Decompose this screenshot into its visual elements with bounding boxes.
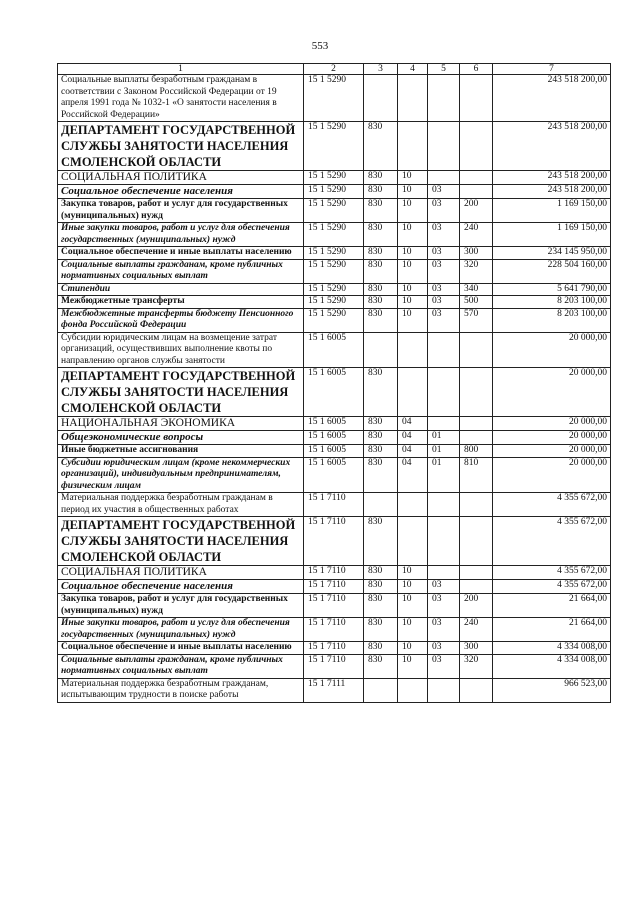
table-row [58,678,611,702]
name-cell: Иные закупки товаров, работ и услуг для обеспечения государственных (муниципальных) нужд [58,618,304,642]
target-article-cell: 15 1 6005 [304,332,364,368]
target-article-cell: 15 1 7110 [304,580,364,594]
ministry-cell: 830 [364,654,398,678]
amount-cell: 243 518 200,00 [493,122,611,171]
target-article-cell: 15 1 7110 [304,517,364,566]
target-article-cell: 15 1 5290 [304,247,364,260]
amount-cell: 228 504 160,00 [493,259,611,283]
subsection-cell: 03 [428,654,460,678]
target-article-cell: 15 1 6005 [304,445,364,458]
expense-type-cell [460,185,493,199]
section-cell [398,493,428,517]
target-article-cell: 15 1 7110 [304,642,364,655]
amount-cell: 8 203 100,00 [493,296,611,309]
expense-type-cell: 240 [460,618,493,642]
subsection-cell: 03 [428,259,460,283]
table-row [58,580,611,594]
amount-cell: 243 518 200,00 [493,75,611,122]
expense-type-cell [460,431,493,445]
header-cell: 4 [398,64,428,75]
amount-cell: 4 355 672,00 [493,517,611,566]
name-cell: Субсидии юридическим лицам на возмещение затрат организаций, осуществивших выполнение квоты по направлению органов службы занятости [58,332,304,368]
name-cell: ДЕПАРТАМЕНТ ГОСУДАРСТВЕННОЙ СЛУЖБЫ ЗАНЯТОСТИ НАСЕЛЕНИЯ СМОЛЕНСКОЙ ОБЛАСТИ [58,122,304,171]
section-cell: 04 [398,457,428,493]
subsection-cell: 01 [428,431,460,445]
target-article-cell: 15 1 6005 [304,368,364,417]
subsection-cell: 01 [428,457,460,493]
subsection-cell: 03 [428,642,460,655]
section-cell: 04 [398,417,428,431]
name-cell: Социальное обеспечение населения [58,185,304,199]
amount-cell: 4 355 672,00 [493,566,611,580]
ministry-cell: 830 [364,580,398,594]
target-article-cell: 15 1 5290 [304,308,364,332]
subsection-cell: 03 [428,185,460,199]
expense-type-cell [460,580,493,594]
name-cell: Стипендии [58,283,304,296]
name-cell: Социальное обеспечение и иные выплаты населению [58,642,304,655]
name-cell: Закупка товаров, работ и услуг для государственных (муниципальных) нужд [58,594,304,618]
name-cell: Материальная поддержка безработным гражданам, испытывающим трудности в поиске работы [58,678,304,702]
expense-type-cell [460,417,493,431]
amount-cell: 20 000,00 [493,445,611,458]
ministry-cell: 830 [364,445,398,458]
target-article-cell: 15 1 6005 [304,457,364,493]
table-row [58,259,611,283]
subsection-cell: 03 [428,296,460,309]
ministry-cell: 830 [364,296,398,309]
ministry-cell: 830 [364,247,398,260]
ministry-cell: 830 [364,368,398,417]
table-row [58,122,611,171]
subsection-cell: 01 [428,445,460,458]
table-row [58,566,611,580]
target-article-cell: 15 1 7110 [304,493,364,517]
section-cell: 10 [398,223,428,247]
amount-cell: 4 334 008,00 [493,642,611,655]
expense-type-cell [460,75,493,122]
ministry-cell: 830 [364,308,398,332]
subsection-cell: 03 [428,283,460,296]
target-article-cell: 15 1 5290 [304,259,364,283]
amount-cell: 4 355 672,00 [493,493,611,517]
amount-cell: 234 145 950,00 [493,247,611,260]
budget-table [57,63,611,703]
ministry-cell: 830 [364,223,398,247]
subsection-cell [428,75,460,122]
table-row [58,296,611,309]
section-cell: 10 [398,308,428,332]
expense-type-cell: 340 [460,283,493,296]
expense-type-cell: 240 [460,223,493,247]
expense-type-cell [460,122,493,171]
name-cell: Социальное обеспечение и иные выплаты населению [58,247,304,260]
header-cell: 7 [493,64,611,75]
section-cell: 10 [398,171,428,185]
name-cell: НАЦИОНАЛЬНАЯ ЭКОНОМИКА [58,417,304,431]
target-article-cell: 15 1 6005 [304,417,364,431]
expense-type-cell: 320 [460,259,493,283]
subsection-cell: 03 [428,594,460,618]
table-row [58,332,611,368]
target-article-cell: 15 1 5290 [304,75,364,122]
amount-cell: 20 000,00 [493,332,611,368]
name-cell: ДЕПАРТАМЕНТ ГОСУДАРСТВЕННОЙ СЛУЖБЫ ЗАНЯТОСТИ НАСЕЛЕНИЯ СМОЛЕНСКОЙ ОБЛАСТИ [58,517,304,566]
ministry-cell: 830 [364,122,398,171]
table-row [58,247,611,260]
table-row [58,75,611,122]
subsection-cell [428,368,460,417]
ministry-cell: 830 [364,199,398,223]
ministry-cell: 830 [364,283,398,296]
amount-cell: 243 518 200,00 [493,171,611,185]
ministry-cell: 830 [364,171,398,185]
ministry-cell: 830 [364,457,398,493]
table-row [58,171,611,185]
section-cell: 10 [398,654,428,678]
subsection-cell: 03 [428,308,460,332]
ministry-cell: 830 [364,642,398,655]
section-cell: 04 [398,431,428,445]
amount-cell: 21 664,00 [493,594,611,618]
table-row [58,308,611,332]
section-cell: 10 [398,199,428,223]
expense-type-cell: 570 [460,308,493,332]
section-cell: 10 [398,618,428,642]
expense-type-cell [460,678,493,702]
expense-type-cell [460,566,493,580]
name-cell: Социальное обеспечение населения [58,580,304,594]
table-row [58,618,611,642]
section-cell [398,368,428,417]
name-cell: Социальные выплаты безработным гражданам в соответствии с Законом Российской Федерации от 19 апреля 1991 года № 1032-1 «О занятости населения в Российской Федерации» [58,75,304,122]
name-cell: ДЕПАРТАМЕНТ ГОСУДАРСТВЕННОЙ СЛУЖБЫ ЗАНЯТОСТИ НАСЕЛЕНИЯ СМОЛЕНСКОЙ ОБЛАСТИ [58,368,304,417]
expense-type-cell [460,517,493,566]
section-cell: 10 [398,642,428,655]
target-article-cell: 15 1 7110 [304,566,364,580]
target-article-cell: 15 1 5290 [304,296,364,309]
section-cell: 10 [398,259,428,283]
subsection-cell [428,417,460,431]
amount-cell: 1 169 150,00 [493,199,611,223]
table-row [58,431,611,445]
target-article-cell: 15 1 7111 [304,678,364,702]
section-cell [398,517,428,566]
amount-cell: 1 169 150,00 [493,223,611,247]
subsection-cell [428,332,460,368]
subsection-cell [428,678,460,702]
table-row [58,283,611,296]
target-article-cell: 15 1 5290 [304,199,364,223]
ministry-cell [364,493,398,517]
section-cell: 10 [398,594,428,618]
table-row [58,654,611,678]
name-cell: Межбюджетные трансферты [58,296,304,309]
subsection-cell [428,171,460,185]
table-row [58,199,611,223]
table-body [58,64,611,703]
header-cell: 3 [364,64,398,75]
subsection-cell [428,517,460,566]
subsection-cell: 03 [428,223,460,247]
expense-type-cell [460,368,493,417]
expense-type-cell: 800 [460,445,493,458]
amount-cell: 20 000,00 [493,368,611,417]
subsection-cell [428,122,460,171]
target-article-cell: 15 1 7110 [304,594,364,618]
section-cell [398,75,428,122]
header-cell: 5 [428,64,460,75]
table-row [58,445,611,458]
table-row [58,457,611,493]
subsection-cell: 03 [428,247,460,260]
amount-cell: 20 000,00 [493,457,611,493]
amount-cell: 966 523,00 [493,678,611,702]
subsection-cell: 03 [428,618,460,642]
expense-type-cell [460,332,493,368]
table-row [58,642,611,655]
amount-cell: 4 355 672,00 [493,580,611,594]
expense-type-cell: 320 [460,654,493,678]
table-row [58,493,611,517]
section-cell [398,122,428,171]
expense-type-cell: 810 [460,457,493,493]
amount-cell: 243 518 200,00 [493,185,611,199]
name-cell: Закупка товаров, работ и услуг для государственных (муниципальных) нужд [58,199,304,223]
name-cell: СОЦИАЛЬНАЯ ПОЛИТИКА [58,566,304,580]
expense-type-cell [460,171,493,185]
target-article-cell: 15 1 6005 [304,431,364,445]
target-article-cell: 15 1 7110 [304,654,364,678]
section-cell: 10 [398,580,428,594]
section-cell [398,678,428,702]
subsection-cell [428,566,460,580]
section-cell: 10 [398,283,428,296]
name-cell: Социальные выплаты гражданам, кроме публичных нормативных социальных выплат [58,259,304,283]
table-row [58,368,611,417]
ministry-cell: 830 [364,259,398,283]
header-cell: 6 [460,64,493,75]
subsection-cell [428,493,460,517]
section-cell: 04 [398,445,428,458]
name-cell: Общеэкономические вопросы [58,431,304,445]
table-row [58,185,611,199]
section-cell: 10 [398,566,428,580]
target-article-cell: 15 1 5290 [304,185,364,199]
expense-type-cell: 200 [460,594,493,618]
subsection-cell: 03 [428,580,460,594]
page-number: 553 [311,40,329,52]
ministry-cell: 830 [364,618,398,642]
ministry-cell: 830 [364,417,398,431]
expense-type-cell: 300 [460,642,493,655]
ministry-cell: 830 [364,185,398,199]
subsection-cell: 03 [428,199,460,223]
amount-cell: 20 000,00 [493,431,611,445]
target-article-cell: 15 1 7110 [304,618,364,642]
table-row [58,223,611,247]
section-cell [398,332,428,368]
expense-type-cell [460,493,493,517]
section-cell: 10 [398,296,428,309]
name-cell: Межбюджетные трансферты бюджету Пенсионного фонда Российской Федерации [58,308,304,332]
ministry-cell: 830 [364,517,398,566]
amount-cell: 21 664,00 [493,618,611,642]
ministry-cell: 830 [364,431,398,445]
section-cell: 10 [398,247,428,260]
target-article-cell: 15 1 5290 [304,223,364,247]
name-cell: Субсидии юридическим лицам (кроме некоммерческих организаций), индивидуальным предпринимателям, физическим лицам [58,457,304,493]
header-cell: 2 [304,64,364,75]
amount-cell: 20 000,00 [493,417,611,431]
header-row [58,64,611,75]
expense-type-cell: 200 [460,199,493,223]
target-article-cell: 15 1 5290 [304,122,364,171]
name-cell: Материальная поддержка безработным гражданам в период их участия в общественных работах [58,493,304,517]
ministry-cell [364,75,398,122]
table-row [58,594,611,618]
header-cell: 1 [58,64,304,75]
expense-type-cell: 300 [460,247,493,260]
amount-cell: 4 334 008,00 [493,654,611,678]
name-cell: Социальные выплаты гражданам, кроме публичных нормативных социальных выплат [58,654,304,678]
ministry-cell [364,678,398,702]
name-cell: Иные бюджетные ассигнования [58,445,304,458]
amount-cell: 8 203 100,00 [493,308,611,332]
ministry-cell: 830 [364,566,398,580]
name-cell: СОЦИАЛЬНАЯ ПОЛИТИКА [58,171,304,185]
ministry-cell: 830 [364,594,398,618]
target-article-cell: 15 1 5290 [304,171,364,185]
amount-cell: 5 641 790,00 [493,283,611,296]
target-article-cell: 15 1 5290 [304,283,364,296]
section-cell: 10 [398,185,428,199]
ministry-cell [364,332,398,368]
table-row [58,517,611,566]
expense-type-cell: 500 [460,296,493,309]
table-row [58,417,611,431]
name-cell: Иные закупки товаров, работ и услуг для обеспечения государственных (муниципальных) нужд [58,223,304,247]
